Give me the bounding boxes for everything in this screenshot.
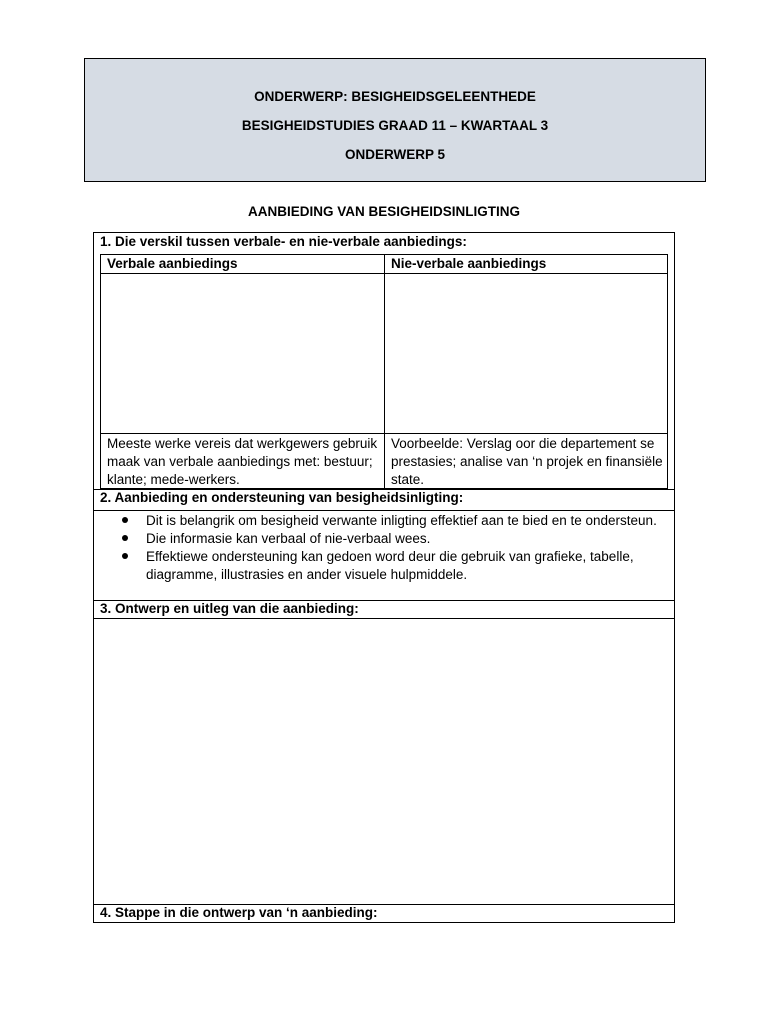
- bullet-icon: [122, 553, 128, 559]
- header-subject: ONDERWERP: BESIGHEIDSGELEENTHEDE: [254, 89, 536, 104]
- list-item: Die informasie kan verbaal of nie-verbaal wees.: [118, 530, 668, 548]
- header-grade: BESIGHEIDSTUDIES GRAAD 11 – KWARTAAL 3: [241, 118, 549, 133]
- section2-bullet-list: [118, 512, 668, 584]
- nonverbal-description: Voorbeelde: Verslag oor die departement se prestasies; analise van ‘n projek en finansiële state.: [391, 436, 663, 487]
- list-item: Effektiewe ondersteuning kan gedoen word deur die gebruik van grafieke, tabelle, diagramme, illustrasies en ander visuele hulpmiddele.: [118, 548, 668, 583]
- answer-area-divider: [100, 433, 668, 434]
- section3-heading-border: [93, 618, 675, 619]
- col-nonverbal-header: Nie-verbale aanbiedings: [391, 256, 547, 271]
- bullet-icon: [122, 535, 128, 541]
- column-header-divider: [100, 273, 668, 274]
- section3-heading: 3. Ontwerp en uitleg van die aanbieding:: [100, 601, 359, 616]
- section4-heading: 4. Stappe in die ontwerp van ‘n aanbieding:: [100, 905, 378, 920]
- section2-heading: 2. Aanbieding en ondersteuning van besigheidsinligting:: [100, 490, 464, 505]
- header-box: [84, 58, 706, 182]
- verbal-description: Meeste werke vereis dat werkgewers gebruik maak van verbale aanbiedings met: bestuur; klante; mede-werkers.: [107, 436, 378, 487]
- bullet-icon: [122, 517, 128, 523]
- header-topic: ONDERWERP 5: [344, 147, 446, 162]
- list-item: Dit is belangrik om besigheid verwante inligting effektief aan te bied en te ondersteun.: [118, 512, 668, 530]
- column-divider: [384, 254, 385, 489]
- col-verbal-header: Verbale aanbiedings: [107, 256, 238, 271]
- section1-heading: 1. Die verskil tussen verbale- en nie-verbale aanbiedings:: [100, 234, 467, 249]
- section2-heading-border: [93, 510, 675, 511]
- document-title: AANBIEDING VAN BESIGHEIDSINLIGTING: [247, 204, 521, 219]
